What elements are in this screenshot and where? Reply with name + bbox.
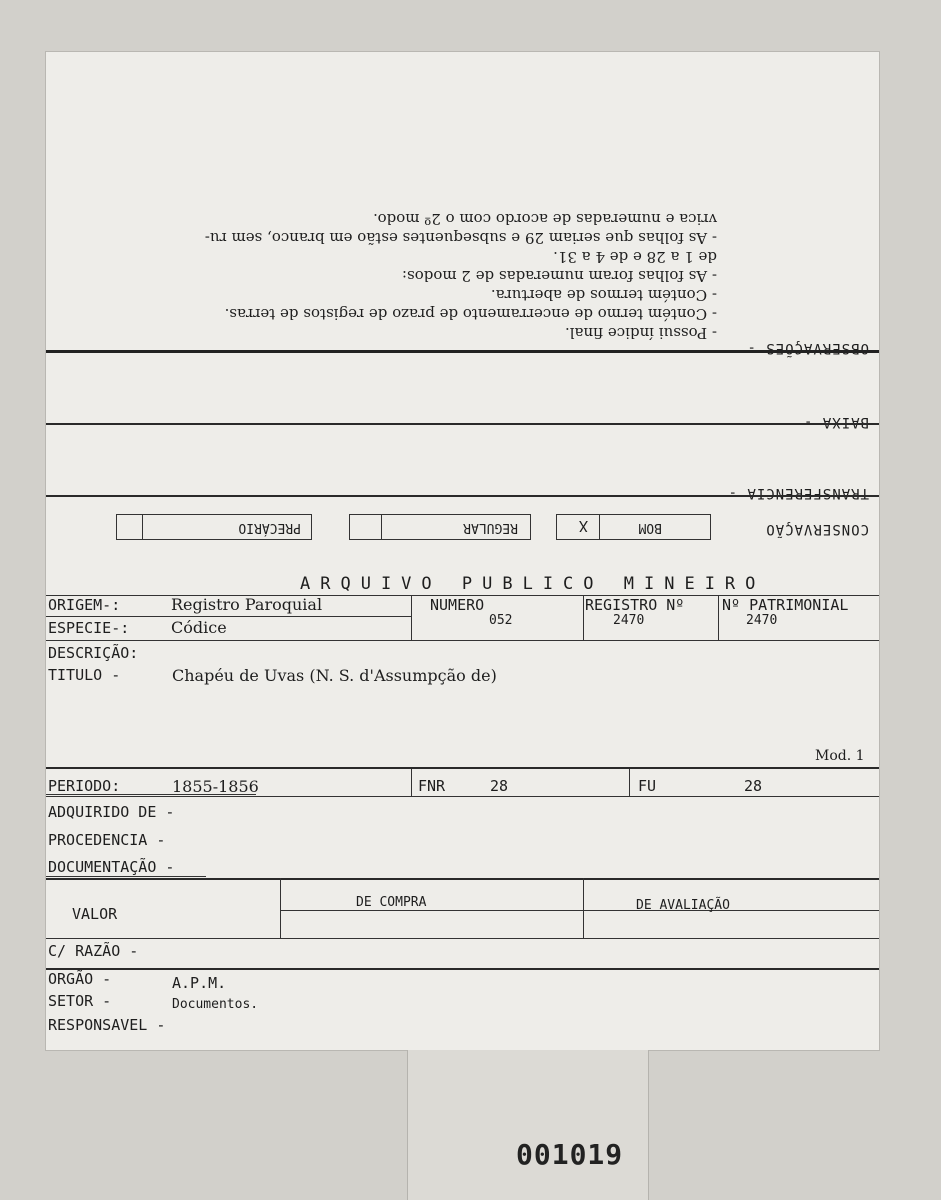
orgao-label: ORGÃO - xyxy=(48,970,112,988)
option-divider xyxy=(142,515,143,539)
archive-header: ARQUIVO PUBLICO MINEIRO xyxy=(300,574,766,594)
setor-label: SETOR - xyxy=(48,992,112,1010)
avaliacao-label: DE AVALIAÇÃO xyxy=(636,898,730,913)
registro-label: REGISTRO Nº xyxy=(585,596,685,614)
patrimonial-label: Nº PATRIMONIAL xyxy=(722,596,849,614)
option-mark: X xyxy=(578,517,588,535)
numero-label: NUMERO xyxy=(430,596,485,614)
conservacao-option-precario[interactable] xyxy=(116,514,312,540)
column-divider xyxy=(629,769,630,797)
observacoes-title: OBSERVAÇÕES - xyxy=(746,340,869,356)
observacao-line: - Contém termo de encerramento de prazo de registos de terras. xyxy=(224,305,717,323)
conservacao-option-regular[interactable] xyxy=(349,514,531,540)
observacao-line: - Contém termos de abertura. xyxy=(490,286,717,304)
titulo-value: Chapéu de Uvas (N. S. d'Assumpção de) xyxy=(172,666,497,685)
observacao-line: - As folhas que seriam 29 e subsequentes estão em branco, sem ru- xyxy=(204,229,717,247)
periodo-label: PERIODO: xyxy=(48,777,121,795)
conservacao-option-bom[interactable] xyxy=(556,514,711,540)
option-divider xyxy=(599,515,600,539)
divider xyxy=(46,350,879,353)
fnr-value: 28 xyxy=(490,777,509,795)
setor-value: Documentos. xyxy=(172,997,259,1012)
responsavel-label: RESPONSAVEL - xyxy=(48,1016,166,1034)
observacao-line: - As folhas foram numeradas de 2 modos: xyxy=(401,267,717,285)
procedencia-label: PROCEDENCIA - xyxy=(48,831,166,849)
razao-label: C/ RAZÃO - xyxy=(48,942,139,960)
fu-label: FU xyxy=(638,777,657,795)
document-number-stamp: 001019 xyxy=(516,1138,624,1171)
divider xyxy=(46,968,879,970)
patrimonial-value: 2470 xyxy=(746,613,778,628)
underline xyxy=(46,794,256,795)
divider xyxy=(46,878,879,880)
origem-value: Registro Paroquial xyxy=(171,595,323,614)
transferencia-title: TRANSFERENCIA - xyxy=(727,485,869,501)
option-divider xyxy=(381,515,382,539)
divider xyxy=(46,796,879,797)
column-divider xyxy=(583,595,584,640)
divider xyxy=(46,495,879,497)
origem-label: ORIGEM-: xyxy=(48,596,121,614)
divider xyxy=(46,767,879,769)
option-label: PRECÁRIO xyxy=(238,520,301,535)
divider xyxy=(46,938,879,939)
observacao-line: de 1 a 28 e de 4 a 31. xyxy=(553,248,717,266)
column-divider xyxy=(411,595,412,640)
divider xyxy=(46,616,411,617)
column-divider xyxy=(583,878,584,939)
fnr-label: FNR xyxy=(418,777,446,795)
numero-value: 052 xyxy=(489,613,513,628)
stamp-tab xyxy=(407,1050,649,1200)
baixa-title: BAIXA - xyxy=(802,414,869,430)
column-divider xyxy=(280,878,281,939)
divider xyxy=(280,910,879,911)
observacao-line: - Possui índice final. xyxy=(564,324,717,342)
especie-label: ESPECIE-: xyxy=(48,619,130,637)
documentacao-label: DOCUMENTAÇÃO - xyxy=(48,858,175,876)
divider xyxy=(46,640,879,641)
column-divider xyxy=(718,595,719,640)
compra-label: DE COMPRA xyxy=(356,895,427,910)
especie-value: Códice xyxy=(171,618,227,637)
descricao-label: DESCRIÇÃO: xyxy=(48,644,139,662)
column-divider xyxy=(411,769,412,797)
adquirido-label: ADQUIRIDO DE - xyxy=(48,803,175,821)
orgao-value: A.P.M. xyxy=(172,974,227,992)
option-label: REGULAR xyxy=(463,520,518,535)
underline xyxy=(46,876,206,877)
titulo-label: TITULO - xyxy=(48,666,121,684)
divider xyxy=(46,423,879,425)
conservacao-title: CONSERVAÇÃO xyxy=(765,521,869,537)
catalog-card xyxy=(46,52,879,1050)
valor-label: VALOR xyxy=(72,905,118,923)
fu-value: 28 xyxy=(744,777,763,795)
periodo-value: 1855-1856 xyxy=(172,777,259,796)
registro-value: 2470 xyxy=(613,613,645,628)
model-number: Mod. 1 xyxy=(815,748,865,764)
observacao-line: vrica e numeradas de acordo com o 2º modo. xyxy=(373,210,717,228)
upside-down-section xyxy=(46,52,879,547)
option-label: BOM xyxy=(638,520,662,535)
